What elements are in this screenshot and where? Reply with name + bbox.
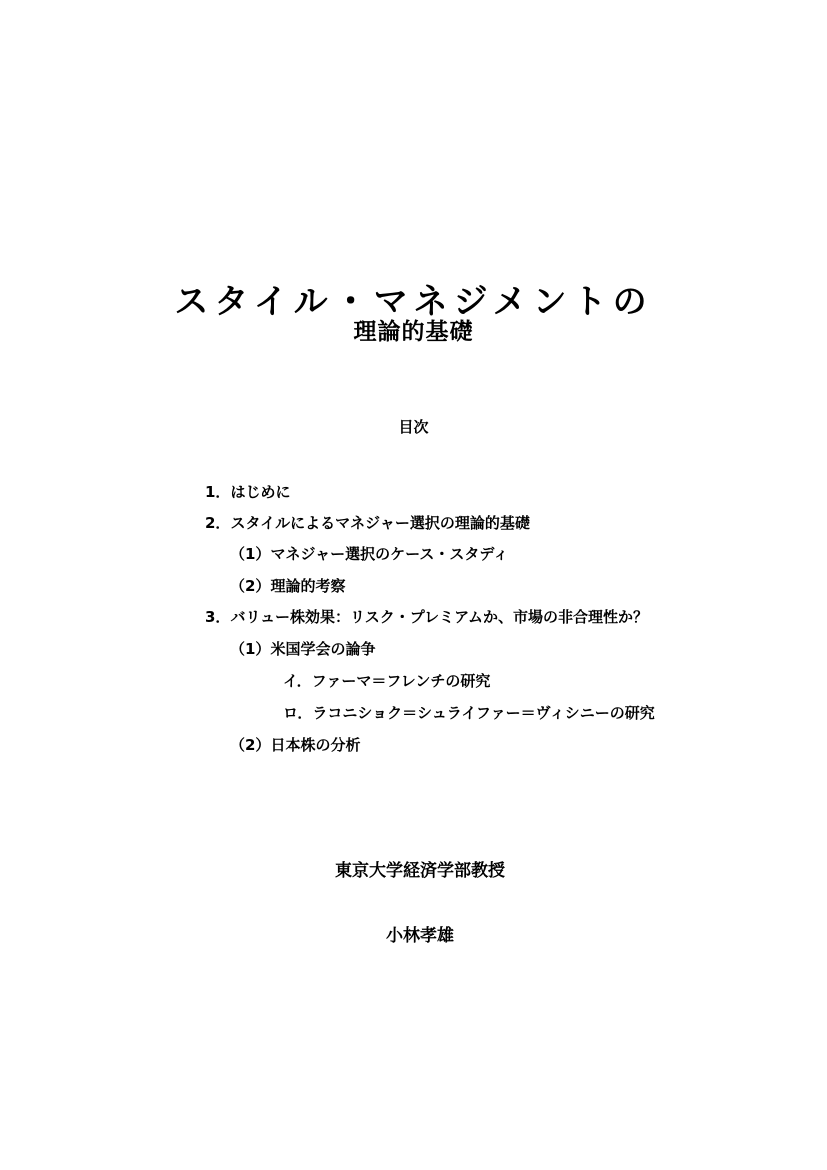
- document-title-line1: スタイル・マネジメントの: [174, 282, 653, 322]
- toc-item-text: マネジャー選択のケース・スタディ: [270, 545, 509, 563]
- toc-item-introduction: [205, 482, 290, 502]
- toc-item-section-3-2: [230, 735, 360, 755]
- toc-item-section-3-1-i: [283, 671, 490, 691]
- toc-item-text: ラコニショク＝シュライファー＝ヴィシニーの研究: [312, 704, 655, 722]
- toc-item-section-3: [205, 607, 648, 627]
- toc-item-number: （1）: [230, 545, 271, 563]
- toc-item-number: イ．: [283, 672, 312, 690]
- toc-item-section-3-1: [230, 639, 375, 659]
- toc-item-text: バリュー株効果：リスク・プレミアムか、市場の非合理性か？: [230, 608, 649, 626]
- toc-heading: 目次: [398, 418, 429, 436]
- author-name: 小林孝雄: [386, 926, 454, 946]
- toc-item-number: 2．: [205, 514, 231, 532]
- document-title-line2: 理論的基礎: [353, 319, 474, 345]
- toc-item-section-2-1: [230, 544, 508, 564]
- toc-item-text: 日本株の分析: [270, 736, 361, 754]
- author-affiliation: 東京大学経済学部教授: [335, 861, 505, 881]
- toc-item-number: （2）: [230, 736, 271, 754]
- toc-item-text: 米国学会の論争: [270, 640, 376, 658]
- toc-item-text: はじめに: [230, 483, 291, 501]
- toc-item-number: （1）: [230, 640, 271, 658]
- toc-item-text: 理論的考察: [270, 577, 346, 595]
- toc-item-text: スタイルによるマネジャー選択の理論的基礎: [230, 514, 530, 532]
- toc-item-number: 1．: [205, 483, 231, 501]
- toc-item-section-2: [205, 513, 530, 533]
- toc-item-number: ロ．: [283, 704, 313, 722]
- toc-item-number: 3．: [205, 608, 231, 626]
- toc-item-text: ファーマ＝フレンチの研究: [311, 672, 491, 690]
- toc-item-section-3-1-ro: [283, 703, 655, 723]
- toc-item-number: （2）: [230, 577, 271, 595]
- toc-item-section-2-2: [230, 576, 345, 596]
